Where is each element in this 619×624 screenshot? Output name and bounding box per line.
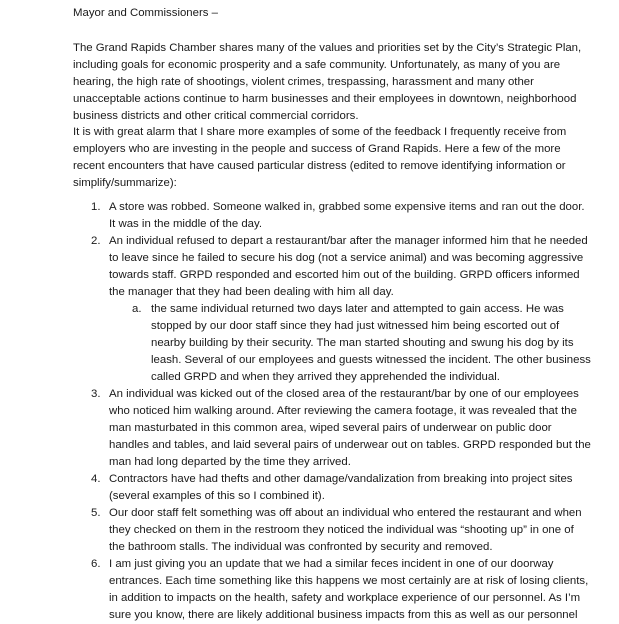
list-item-text: A store was robbed. Someone walked in, grabbed some expensive items and ran out the door. It was in the middle of the day. — [109, 201, 585, 230]
list-item — [73, 233, 591, 386]
list-item — [73, 199, 591, 233]
list-item-text: Contractors have had thefts and other damage/vandalization from breaking into project sites (several examples of this so I combined it). — [109, 473, 573, 502]
list-item — [73, 386, 591, 471]
list-item — [73, 556, 591, 624]
list-item-text: An individual refused to depart a restaurant/bar after the manager informed him that he needed to leave since he failed to secure his dog (not a service animal) and was becoming aggressive towards staff. GRPD responded and escorted him out of the building. GRPD officers informed the manager that they had been dealing with him all day. — [109, 235, 588, 298]
sub-list-item-text: the same individual returned two days later and attempted to gain access. He was stopped by our door staff since they had just witnessed him being escorted out of nearby building by their security. The man started shouting and swung his dog by its leash. Several of our employees and guests witnessed the incident. The other business called GRPD and when they arrived they apprehended the individual. — [151, 303, 591, 383]
sub-list-item — [109, 301, 591, 386]
list-item-text: Our door staff felt something was off about an individual who entered the restaurant and when they checked on them in the restroom they noticed the individual was “shooting up” in one of the bathroom stalls. The individual was confronted by security and removed. — [109, 507, 582, 553]
list-item-number: 4. — [91, 473, 101, 485]
list-item-number: 6. — [91, 558, 101, 570]
paragraph-intro: The Grand Rapids Chamber shares many of the values and priorities set by the City’s Strategic Plan, including goals for economic prosperity and a safe community. Unfortunately, as many of you are hearing, the high rate of shootings, violent crimes, trespassing, harassment and many other unacceptable actions continue to harm businesses and their employees in downtown, neighborhood business districts and other critical commercial corridors. — [73, 42, 582, 122]
paragraph-feedback: It is with great alarm that I share more examples of some of the feedback I frequently receive from employers who are investing in the people and success of Grand Rapids. Here a few of the more recent encounters that have caused particular distress (edited to remove identifying information or simplify/summarize): — [73, 126, 567, 189]
sub-list — [109, 301, 591, 386]
incident-list — [73, 199, 591, 624]
list-item-number: 1. — [91, 201, 101, 213]
sub-list-item-letter: a. — [132, 303, 142, 315]
list-item-text: I am just giving you an update that we had a similar feces incident in one of our doorway entrances. Each time something like this happens we most certainly are at risk of losing clients, in addition to impacts on the health, safety and workplace experience of our personnel. As I’m sure you know, there are likely additional business impacts from this as well as our personnel — [109, 558, 589, 621]
list-item-number: 5. — [91, 507, 101, 519]
salutation: Mayor and Commissioners – — [73, 7, 218, 19]
list-item — [73, 505, 591, 556]
list-item — [73, 471, 591, 505]
list-item-number: 2. — [91, 235, 101, 247]
list-item-text: An individual was kicked out of the closed area of the restaurant/bar by one of our employees who noticed him walking around. After reviewing the camera footage, it was revealed that the man masturbated in this common area, wiped several pairs of underwear on public door handles and tables, and laid several pairs of underwear out on tables. GRPD responded but the man had long departed by the time they arrived. — [109, 388, 591, 468]
list-item-number: 3. — [91, 388, 101, 400]
